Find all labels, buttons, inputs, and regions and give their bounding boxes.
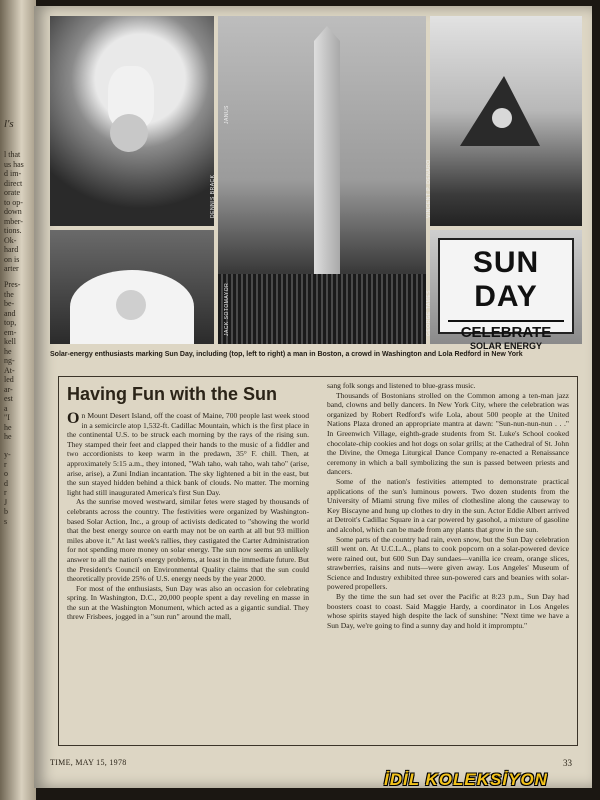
article-box bbox=[58, 376, 578, 746]
sailboat-photo bbox=[430, 16, 582, 226]
washington-crowd-photo bbox=[218, 16, 426, 344]
sun-icon bbox=[492, 108, 512, 128]
page-footer-dateline: TIME, MAY 15, 1978 bbox=[50, 758, 127, 767]
sign-tagline: SOLAR ENERGY bbox=[469, 341, 542, 351]
sun-day-sign bbox=[438, 238, 574, 351]
smiling-sun-icon bbox=[116, 290, 146, 320]
photo-caption bbox=[50, 350, 584, 359]
article-column-right bbox=[327, 381, 569, 630]
sign-title: SUN DAY bbox=[472, 246, 540, 313]
prev-page-fragment: l that us has d im- direct orate to op- down mber- tions. Ok- hard on is arter bbox=[4, 150, 24, 273]
article-paragraph: Some of the nation's festivities attempted to demonstrate practical applications of the sun's luminous powers. Two dozen students from the University of Miami strung five miles of clothesline along the causeway to Key Biscayne and hung up clothes to dry in the sun. Actor Eddie Albert arrived at Detroit's Cadillac Square in a car powered by gasohol, a mixture of gasoline and alcohol, which can be made from any plants that grow in the sun. bbox=[327, 476, 569, 534]
photo-credit: JACK SOTOMAYOR bbox=[224, 282, 230, 336]
washington-monument-shape bbox=[314, 26, 340, 276]
paragraph-text: n Mount Desert Island, off the coast of Maine, 700 people last week stood in a semicircle atop 1,532-ft. Cadillac Mountain, which is the first place in the continental U.S. to be struck each morning by the rays of the rising sun. They stamped their feet and clapped their hands to the music of a fiddler and two accordionists to keep warm in the predawn, 35° F. chill. Then, at approximately 5:15 a.m., they intoned, "Wah taho, wah taho, wah taho" (arise, arise, arise), a Zuni Indian incantation. The sky lightened a bit in the east, but the sun stayed hidden behind a thick bank of clouds. No matter. The morning light had still inaugurated America's first Sun Day. bbox=[67, 411, 309, 497]
article-paragraph: By the time the sun had set over the Pacific at 8:23 p.m., Sun Day had boosters coast to coast. Said Maggie Hardy, a coordinator in Los Angeles whose spirits stayed high despite the lack of sunshine: "Next time we have a Sun Day, we're going to find a sunny day and hold it impromptu." bbox=[327, 592, 569, 630]
prev-page-fragment: l's bbox=[4, 118, 14, 130]
article-column-left bbox=[67, 411, 309, 622]
crowd-shape bbox=[218, 274, 426, 344]
sun-day-sign-photo bbox=[430, 230, 582, 351]
article-paragraph: sang folk songs and listened to blue-grass music. bbox=[327, 381, 476, 390]
man-in-boston-photo bbox=[50, 16, 214, 226]
previous-page-edge bbox=[0, 0, 36, 800]
article-paragraph bbox=[67, 411, 309, 497]
sun-shirt-photo bbox=[50, 230, 214, 344]
photo-credit: DENNIS BRACK bbox=[210, 174, 216, 218]
article-headline: Having Fun with the Sun bbox=[67, 384, 277, 404]
prev-page-fragment: Pres- the be- and top, em- kell he ng- At- led ar- est a "I he he bbox=[4, 280, 21, 441]
article-paragraph: Some parts of the country had rain, even snow, but the Sun Day celebration still went on. At U.C.L.A., plans to cook popcorn on a solar-powered device were rained out, but 600 Sun Day sundaes—vanilla ice cream, orange slices, strawberries, raisins and nuts—were given away. Los Angeles' Museum of Science and Industry exhibited three sun-powered cars and beanies with solar-powered propellers. bbox=[327, 534, 569, 592]
page-number: 33 bbox=[563, 758, 572, 768]
face-shape bbox=[110, 114, 148, 152]
sign-subtitle: CELEBRATE bbox=[448, 320, 564, 341]
photo-credit: VINCENT P. DENARO bbox=[426, 159, 432, 218]
magazine-page bbox=[34, 6, 592, 788]
photo-credit: JANUS bbox=[224, 105, 230, 124]
article-paragraph: As the sunrise moved westward, similar fetes were staged by thousands of celebrants across the country. The festivities were organized by Washington-based Solar Action, Inc., a group of activists dedicated to "showing the world that the best energy source on earth may not be on earth at all but 93 million miles above it." At last week's rallies, they castigated the Carter Administration for not spending more money on solar energy. The sun now seems an unlikely answer to all the nation's energy problems, at least in the immediate future. But the President's Council on Environmental Quality claims that the sun could theoretically provide 25% of U.S. energy needs by the year 2000. bbox=[67, 497, 309, 584]
photo-credit: GEORGE TAMES bbox=[426, 289, 432, 336]
collection-watermark: İDİL KOLEKSİYON bbox=[384, 770, 548, 789]
article-paragraph: Thousands of Bostonians strolled on the Common among a ten-man jazz band, clowns and belly dancers. In New York City, where the celebration was organized by Robert Redford's wife Lola, about 500 people at the United Nations Plaza droned an appropriate mantra at dawn: "Sun-nun-nun-nun . . ." In Greenwich Village, eighth-grade students from St. Luke's School cooked chocolate-chip cookies and hot dogs on solar grills; at the Cathedral of St. John the Divine, the Omega Liturgical Dance Company re-enacted a Renaissance ceremony in which a ball symbolizing the sun is passed between priests and dancers. bbox=[327, 390, 569, 477]
caption-text: Solar-energy enthusiasts marking Sun Day, including (top, left to right) a man in Boston, a crowd in Washington and Lola Redford in New York bbox=[50, 351, 523, 358]
drop-cap: O bbox=[67, 410, 80, 427]
article-paragraph: For most of the enthusiasts, Sun Day was also an occasion for celebrating spring. In Washington, D.C., 20,000 people spent a day reveling en masse in the sun at the Washington Monument, which acted as a gigantic sundial. They threw Frisbees, jogged in a "sun run" around the mall, bbox=[67, 583, 309, 622]
prev-page-fragment: y- r o d r J b s bbox=[4, 450, 11, 526]
